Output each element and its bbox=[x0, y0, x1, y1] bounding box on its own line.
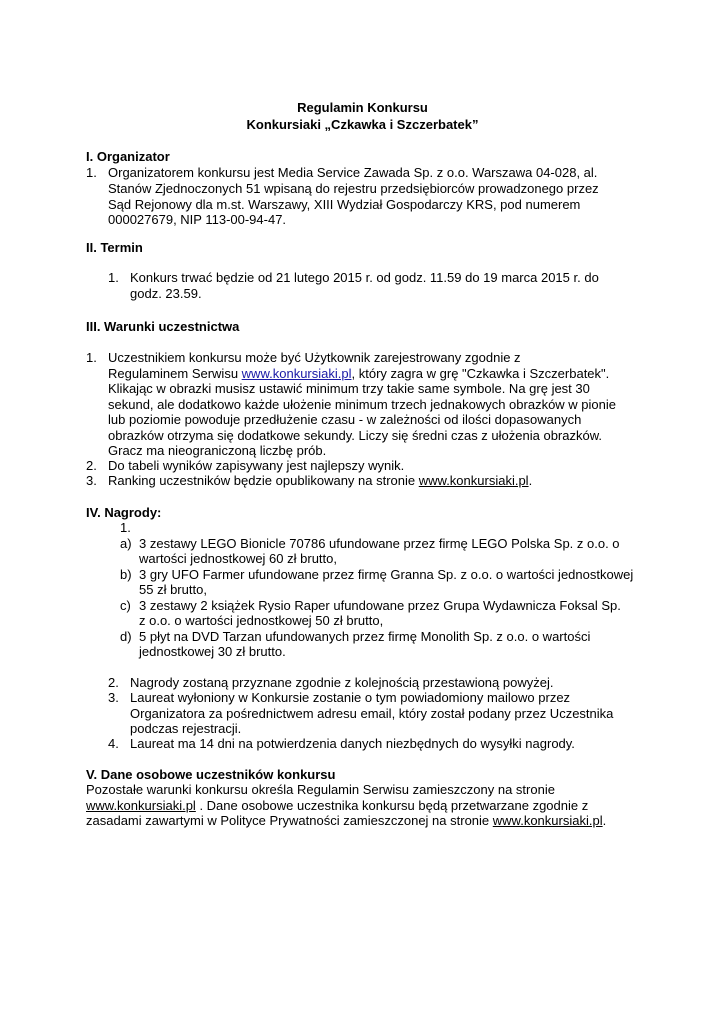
text-segment: Ranking uczestników będzie opublikowany na stronie bbox=[108, 473, 419, 488]
section-heading-dane-osobowe: V. Dane osobowe uczestników konkursu bbox=[86, 767, 336, 782]
paragraph-line: podczas rejestracji. bbox=[130, 721, 242, 736]
list-number: 3. bbox=[86, 473, 97, 488]
sublist-label: d) bbox=[120, 629, 132, 644]
paragraph-line bbox=[108, 366, 609, 381]
text-segment: zasadami zawartymi w Polityce Prywatności zamieszczonej na stronie bbox=[86, 813, 493, 828]
paragraph-line: Klikając w obrazki musisz ustawić minimum trzy takie same symbole. Na grę jest 30 bbox=[108, 381, 590, 396]
konkursiaki-link[interactable]: www.konkursiaki.pl bbox=[418, 473, 529, 488]
paragraph-line: 3 zestawy 2 książek Rysio Raper ufundowane przez Grupa Wydawnicza Foksal Sp. bbox=[139, 598, 621, 613]
paragraph-line: 5 płyt na DVD Tarzan ufundowanych przez firmę Monolith Sp. z o.o. o wartości bbox=[139, 629, 591, 644]
list-number: 1. bbox=[86, 350, 97, 365]
paragraph-line: Sąd Rejonowy dla m.st. Warszawy, XIII Wydział Gospodarczy KRS, pod numerem bbox=[108, 197, 581, 212]
list-number: 2. bbox=[86, 458, 97, 473]
konkursiaki-link[interactable]: www.konkursiaki.pl bbox=[86, 798, 196, 813]
list-number: 2. bbox=[108, 675, 119, 690]
document-title: Regulamin Konkursu bbox=[297, 100, 428, 115]
paragraph-line: z o.o. o wartości jednostkowej 50 zł brutto, bbox=[139, 613, 384, 628]
text-segment: Regulaminem Serwisu bbox=[108, 366, 242, 381]
section-heading-termin: II. Termin bbox=[86, 240, 143, 255]
paragraph-line bbox=[86, 813, 606, 828]
paragraph-line: Laureat ma 14 dni na potwierdzenia danych niezbędnych do wysyłki nagrody. bbox=[130, 736, 575, 751]
list-number: 1. bbox=[108, 270, 119, 285]
section-heading-nagrody: IV. Nagrody: bbox=[86, 505, 162, 520]
paragraph-line: Nagrody zostaną przyznane zgodnie z kolejnością przestawioną powyżej. bbox=[130, 675, 554, 690]
list-number: 1. bbox=[86, 165, 97, 180]
text-segment: . bbox=[602, 813, 607, 828]
paragraph-line: lub poziomie powoduje przedłużenie czasu - w zależności od ilości dopasowanych bbox=[108, 412, 582, 427]
paragraph-line: 3 gry UFO Farmer ufundowane przez firmę Granna Sp. z o.o. o wartości jednostkowej bbox=[139, 567, 634, 582]
paragraph-line: sekund, ale dodatkowo każde ułożenie minimum trzech jednakowych obrazków w pionie bbox=[108, 397, 616, 412]
sublist-label: b) bbox=[120, 567, 132, 582]
text-segment: , który zagra w grę "Czkawka i Szczerbatek". bbox=[351, 366, 610, 381]
paragraph-line: wartości jednostkowej 60 zł brutto, bbox=[139, 551, 337, 566]
sublist-label: c) bbox=[120, 598, 131, 613]
paragraph-line: godz. 23.59. bbox=[130, 286, 202, 301]
paragraph-line: Laureat wyłoniony w Konkursie zostanie o tym powiadomiony mailowo przez bbox=[130, 690, 571, 705]
paragraph-line: Pozostałe warunki konkursu określa Regulamin Serwisu zamieszczony na stronie bbox=[86, 782, 555, 797]
list-number: 3. bbox=[108, 690, 119, 705]
list-number: 1. bbox=[120, 520, 131, 535]
paragraph-line: 000027679, NIP 113-00-94-47. bbox=[108, 212, 287, 227]
paragraph-line bbox=[86, 798, 588, 813]
paragraph-line: 55 zł brutto, bbox=[139, 582, 207, 597]
paragraph-line: Do tabeli wyników zapisywany jest najlepszy wynik. bbox=[108, 458, 405, 473]
list-number: 4. bbox=[108, 736, 119, 751]
konkursiaki-link[interactable]: www.konkursiaki.pl bbox=[241, 366, 352, 381]
paragraph-line: jednostkowej 30 zł brutto. bbox=[139, 644, 286, 659]
section-heading-warunki: III. Warunki uczestnictwa bbox=[86, 319, 240, 334]
section-heading-organizator: I. Organizator bbox=[86, 149, 170, 164]
paragraph-line: obrazków otrzyma się dodatkowe sekundy. Liczy się średni czas z ułożenia obrazków. bbox=[108, 428, 602, 443]
paragraph-line: Organizatorem konkursu jest Media Service Zawada Sp. z o.o. Warszawa 04-028, al. bbox=[108, 165, 598, 180]
text-segment: . Dane osobowe uczestnika konkursu będą przetwarzane zgodnie z bbox=[195, 798, 589, 813]
sublist-label: a) bbox=[120, 536, 132, 551]
paragraph-line: Stanów Zjednoczonych 51 wpisaną do rejestru przedsiębiorców prowadzonego przez bbox=[108, 181, 599, 196]
text-segment: . bbox=[528, 473, 533, 488]
paragraph-line: Uczestnikiem konkursu może być Użytkownik zarejestrowany zgodnie z bbox=[108, 350, 521, 365]
konkursiaki-link[interactable]: www.konkursiaki.pl bbox=[492, 813, 603, 828]
paragraph-line bbox=[108, 473, 532, 488]
paragraph-line: Konkurs trwać będzie od 21 lutego 2015 r. od godz. 11.59 do 19 marca 2015 r. do bbox=[130, 270, 599, 285]
paragraph-line: Organizatora za pośrednictwem adresu email, który został podany przez Uczestnika bbox=[130, 706, 614, 721]
paragraph-line: Gracz ma nieograniczoną liczbę prób. bbox=[108, 443, 327, 458]
paragraph-line: 3 zestawy LEGO Bionicle 70786 ufundowane przez firmę LEGO Polska Sp. z o.o. o bbox=[139, 536, 620, 551]
document-subtitle: Konkursiaki „Czkawka i Szczerbatek” bbox=[246, 117, 479, 132]
